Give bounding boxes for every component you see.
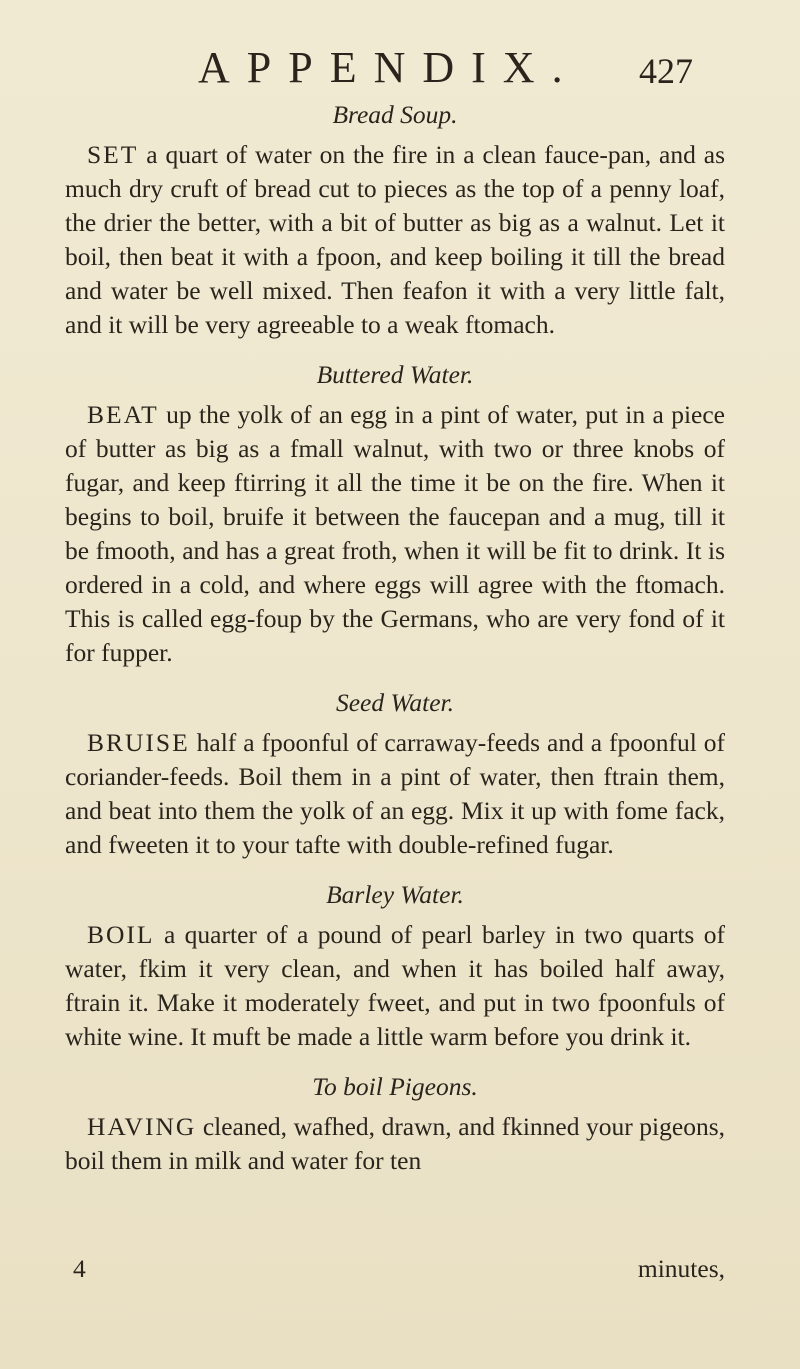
recipe-lead-word: SET (87, 140, 139, 169)
recipe-barley-water (65, 878, 725, 1054)
recipe-lead-word: HAVING (87, 1112, 197, 1141)
recipe-heading: Barley Water. (326, 880, 464, 909)
recipe-text: half a fpoonful of carraway-feeds and a fpoonful of coriander-feeds. Boil them in a pint of water, then ftrain them, and beat into them the yolk of an egg. Mix it up with fome fack, and fweeten it to your tafte with double-refined fugar. (65, 728, 726, 859)
recipe-boil-pigeons (65, 1070, 725, 1178)
recipe-paragraph (65, 398, 725, 670)
page-body (65, 98, 725, 1194)
recipe-text: cleaned, wafhed, drawn, and fkinned your pigeons, boil them in milk and water for ten (65, 1112, 726, 1175)
recipe-paragraph (65, 918, 725, 1054)
recipe-buttered-water (65, 358, 725, 670)
recipe-heading: Buttered Water. (316, 360, 474, 389)
signature-mark: 4 (73, 1254, 86, 1283)
recipe-text: a quarter of a pound of pearl barley in two quarts of water, fkim it very clean, and when it has boiled half away, ftrain it. Make it moderately fweet, and put in two fpoonfuls of white wine. It muft be made a little warm before you drink it. (65, 920, 726, 1051)
recipe-text: a quart of water on the fire in a clean fauce-pan, and as much dry cruft of bread cut to pieces as the top of a penny loaf, the drier the better, with a bit of butter as big as a walnut. Let it boil, then beat it with a fpoon, and keep boiling it till the bread and water be well mixed. Then feafon it with a very little falt, and it will be very agreeable to a weak ftomach. (65, 140, 725, 339)
recipe-paragraph (65, 1110, 725, 1178)
page-number: 427 (639, 51, 693, 91)
recipe-lead-word: BEAT (87, 400, 159, 429)
page-header (198, 38, 718, 98)
page-footer (65, 1252, 725, 1292)
recipe-text: up the yolk of an egg in a pint of water, put in a piece of butter as big as a fmall walnut, with two or three knobs of fugar, and keep ftirring it all the time it be on the fire. When it begins to boil, bruife it between the faucepan and a mug, till it be fmooth, and has a great froth, when it will be fit to drink. It is ordered in a cold, and where eggs will agree with the ftomach. This is called egg-foup by the Germans, who are very fond of it for fupper. (65, 400, 725, 667)
running-title: APPENDIX. (198, 43, 580, 92)
catchword: minutes, (637, 1254, 725, 1283)
recipe-lead-word: BOIL (87, 920, 155, 949)
recipe-paragraph (65, 726, 725, 862)
recipe-paragraph (65, 138, 725, 342)
recipe-bread-soup (65, 98, 725, 342)
recipe-lead-word: BRUISE (87, 728, 190, 757)
recipe-heading: Bread Soup. (332, 100, 458, 129)
recipe-seed-water (65, 686, 725, 862)
recipe-heading: To boil Pigeons. (312, 1072, 478, 1101)
recipe-heading: Seed Water. (335, 688, 455, 717)
